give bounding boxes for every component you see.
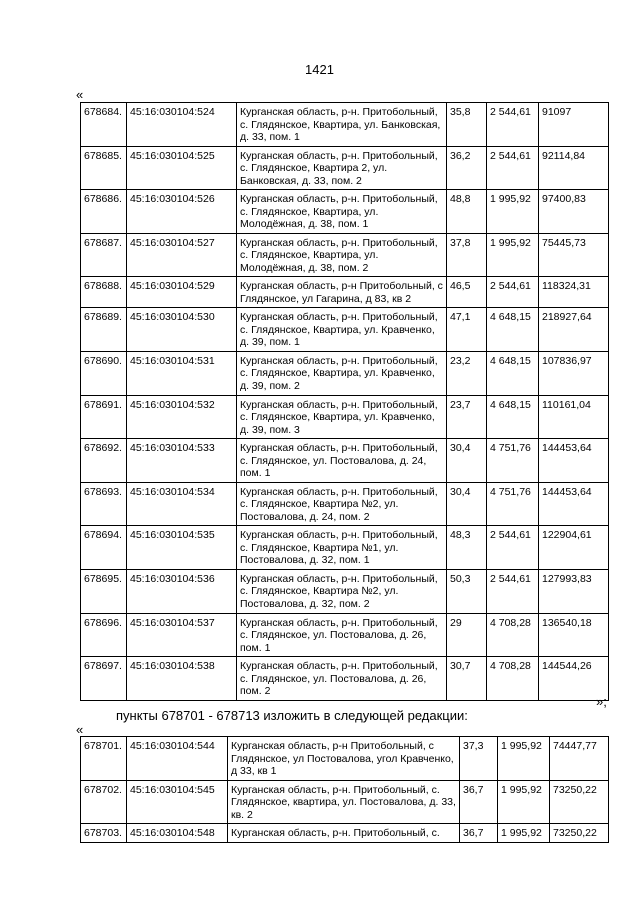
opening-quote-2: « [76,722,84,737]
cadastral-number-cell: 45:16:030104:531 [127,351,237,395]
row-number-cell: 678688. [81,277,127,308]
table-row [81,569,609,613]
address-cell: Курганская область, р-н. Притобольный, с. Глядянское, ул. Постовалова, д. 24, пом. 1 [237,439,447,483]
cadastral-price-cell: 2 544,61 [487,277,539,308]
row-number-cell: 678695. [81,569,127,613]
cadastral-price-cell: 1 995,92 [498,824,550,843]
area-cell: 48,3 [447,526,487,570]
table-row [81,146,609,190]
row-number-cell: 678684. [81,103,127,147]
cadastral-number-cell: 45:16:030104:545 [127,780,228,824]
area-cell: 47,1 [447,308,487,352]
cadastral-number-cell: 45:16:030104:532 [127,395,237,439]
cadastral-value-cell: 118324,31 [539,277,609,308]
table-row [81,308,609,352]
cadastral-price-cell: 4 648,15 [487,351,539,395]
cadastral-value-cell: 122904,61 [539,526,609,570]
cadastral-price-cell: 1 995,92 [498,780,550,824]
cadastral-value-cell: 107836,97 [539,351,609,395]
table-row [81,482,609,526]
cadastral-price-cell: 2 544,61 [487,569,539,613]
cadastral-price-cell: 1 995,92 [487,190,539,234]
row-number-cell: 678703. [81,824,127,843]
property-table-2 [80,736,609,843]
row-number-cell: 678689. [81,308,127,352]
cadastral-number-cell: 45:16:030104:536 [127,569,237,613]
table-row [81,824,609,843]
address-cell: Курганская область, р-н. Притобольный, с. Глядянское, ул. Постовалова, д. 26, пом. 2 [237,657,447,701]
cadastral-price-cell: 1 995,92 [498,737,550,781]
cadastral-number-cell: 45:16:030104:525 [127,146,237,190]
cadastral-value-cell: 110161,04 [539,395,609,439]
cadastral-value-cell: 144544,26 [539,657,609,701]
area-cell: 46,5 [447,277,487,308]
table-row [81,351,609,395]
cadastral-price-cell: 4 648,15 [487,395,539,439]
area-cell: 23,7 [447,395,487,439]
row-number-cell: 678693. [81,482,127,526]
area-cell: 29 [447,613,487,657]
cadastral-value-cell: 92114,84 [539,146,609,190]
area-cell: 30,4 [447,482,487,526]
cadastral-value-cell: 127993,83 [539,569,609,613]
cadastral-value-cell: 74447,77 [550,737,609,781]
area-cell: 36,7 [460,824,498,843]
row-number-cell: 678686. [81,190,127,234]
row-number-cell: 678702. [81,780,127,824]
address-cell: Курганская область, р-н. Притобольный, с. Глядянское, Квартира №2, ул. Постовалова, д. 32, пом. 2 [237,569,447,613]
address-cell: Курганская область, р-н. Притобольный, с. Глядянское, Квартира, ул. Кравченко, д. 39, пом. 1 [237,308,447,352]
area-cell: 36,2 [447,146,487,190]
closing-quote: »; [596,694,607,709]
area-cell: 35,8 [447,103,487,147]
area-cell: 50,3 [447,569,487,613]
table-row [81,190,609,234]
row-number-cell: 678696. [81,613,127,657]
cadastral-value-cell: 144453,64 [539,482,609,526]
cadastral-price-cell: 4 648,15 [487,308,539,352]
cadastral-price-cell: 4 751,76 [487,439,539,483]
address-cell: Курганская область, р-н. Притобольный, с. Глядянское, Квартира, ул. Молодёжная, д. 38, пом. 2 [237,233,447,277]
cadastral-price-cell: 2 544,61 [487,103,539,147]
table-row [81,277,609,308]
cadastral-value-cell: 75445,73 [539,233,609,277]
cadastral-number-cell: 45:16:030104:526 [127,190,237,234]
cadastral-number-cell: 45:16:030104:530 [127,308,237,352]
table-row [81,439,609,483]
table-row [81,657,609,701]
row-number-cell: 678701. [81,737,127,781]
cadastral-number-cell: 45:16:030104:524 [127,103,237,147]
address-cell: Курганская область, р-н Притобольный, с Глядянское, ул Постовалова, угол Кравченко, д 33, кв 1 [228,737,460,781]
row-number-cell: 678687. [81,233,127,277]
cadastral-number-cell: 45:16:030104:534 [127,482,237,526]
address-cell: Курганская область, р-н. Притобольный, с. Глядянское, Квартира №2, ул. Постовалова, д. 24, пом. 2 [237,482,447,526]
cadastral-price-cell: 4 708,28 [487,657,539,701]
table-row [81,737,609,781]
cadastral-number-cell: 45:16:030104:538 [127,657,237,701]
property-table-1 [80,102,609,701]
row-number-cell: 678691. [81,395,127,439]
cadastral-value-cell: 73250,22 [550,780,609,824]
row-number-cell: 678694. [81,526,127,570]
address-cell: Курганская область, р-н. Притобольный, с. [228,824,460,843]
address-cell: Курганская область, р-н. Притобольный, с. Глядянское, квартира, ул. Постовалова, д. 33, кв. 2 [228,780,460,824]
cadastral-number-cell: 45:16:030104:548 [127,824,228,843]
cadastral-value-cell: 136540,18 [539,613,609,657]
amendment-paragraph: пункты 678701 - 678713 изложить в следующей редакции: [116,708,468,723]
table-row [81,526,609,570]
table-row [81,613,609,657]
cadastral-price-cell: 1 995,92 [487,233,539,277]
cadastral-price-cell: 4 751,76 [487,482,539,526]
row-number-cell: 678697. [81,657,127,701]
area-cell: 48,8 [447,190,487,234]
area-cell: 30,7 [447,657,487,701]
cadastral-number-cell: 45:16:030104:533 [127,439,237,483]
cadastral-value-cell: 97400,83 [539,190,609,234]
area-cell: 23,2 [447,351,487,395]
cadastral-number-cell: 45:16:030104:544 [127,737,228,781]
cadastral-value-cell: 218927,64 [539,308,609,352]
address-cell: Курганская область, р-н. Притобольный, с. Глядянское, Квартира, ул. Кравченко, д. 39, пом. 3 [237,395,447,439]
cadastral-price-cell: 2 544,61 [487,526,539,570]
table-row [81,103,609,147]
table-row [81,780,609,824]
address-cell: Курганская область, р-н. Притобольный, с. Глядянское, Квартира, ул. Банковская, д. 33, пом. 1 [237,103,447,147]
row-number-cell: 678692. [81,439,127,483]
cadastral-value-cell: 144453,64 [539,439,609,483]
page-number: 1421 [305,62,334,77]
row-number-cell: 678685. [81,146,127,190]
table-row [81,395,609,439]
table-row [81,233,609,277]
address-cell: Курганская область, р-н. Притобольный, с. Глядянское, Квартира №1, ул. Постовалова, д. 32, пом. 1 [237,526,447,570]
cadastral-value-cell: 73250,22 [550,824,609,843]
cadastral-number-cell: 45:16:030104:535 [127,526,237,570]
area-cell: 30,4 [447,439,487,483]
cadastral-number-cell: 45:16:030104:527 [127,233,237,277]
address-cell: Курганская область, р-н. Притобольный, с. Глядянское, Квартира, ул. Кравченко, д. 39, пом. 2 [237,351,447,395]
address-cell: Курганская область, р-н. Притобольный, с. Глядянское, ул. Постовалова, д. 26, пом. 1 [237,613,447,657]
address-cell: Курганская область, р-н. Притобольный, с. Глядянское, Квартира, ул. Молодёжная, д. 38, пом. 1 [237,190,447,234]
address-cell: Курганская область, р-н. Притобольный, с. Глядянское, Квартира 2, ул. Банковская, д. 33, пом. 2 [237,146,447,190]
address-cell: Курганская область, р-н Притобольный, с Глядянское, ул Гагарина, д 83, кв 2 [237,277,447,308]
cadastral-number-cell: 45:16:030104:537 [127,613,237,657]
area-cell: 37,3 [460,737,498,781]
cadastral-price-cell: 2 544,61 [487,146,539,190]
opening-quote: « [76,87,84,102]
cadastral-value-cell: 91097 [539,103,609,147]
row-number-cell: 678690. [81,351,127,395]
cadastral-price-cell: 4 708,28 [487,613,539,657]
area-cell: 36,7 [460,780,498,824]
area-cell: 37,8 [447,233,487,277]
cadastral-number-cell: 45:16:030104:529 [127,277,237,308]
